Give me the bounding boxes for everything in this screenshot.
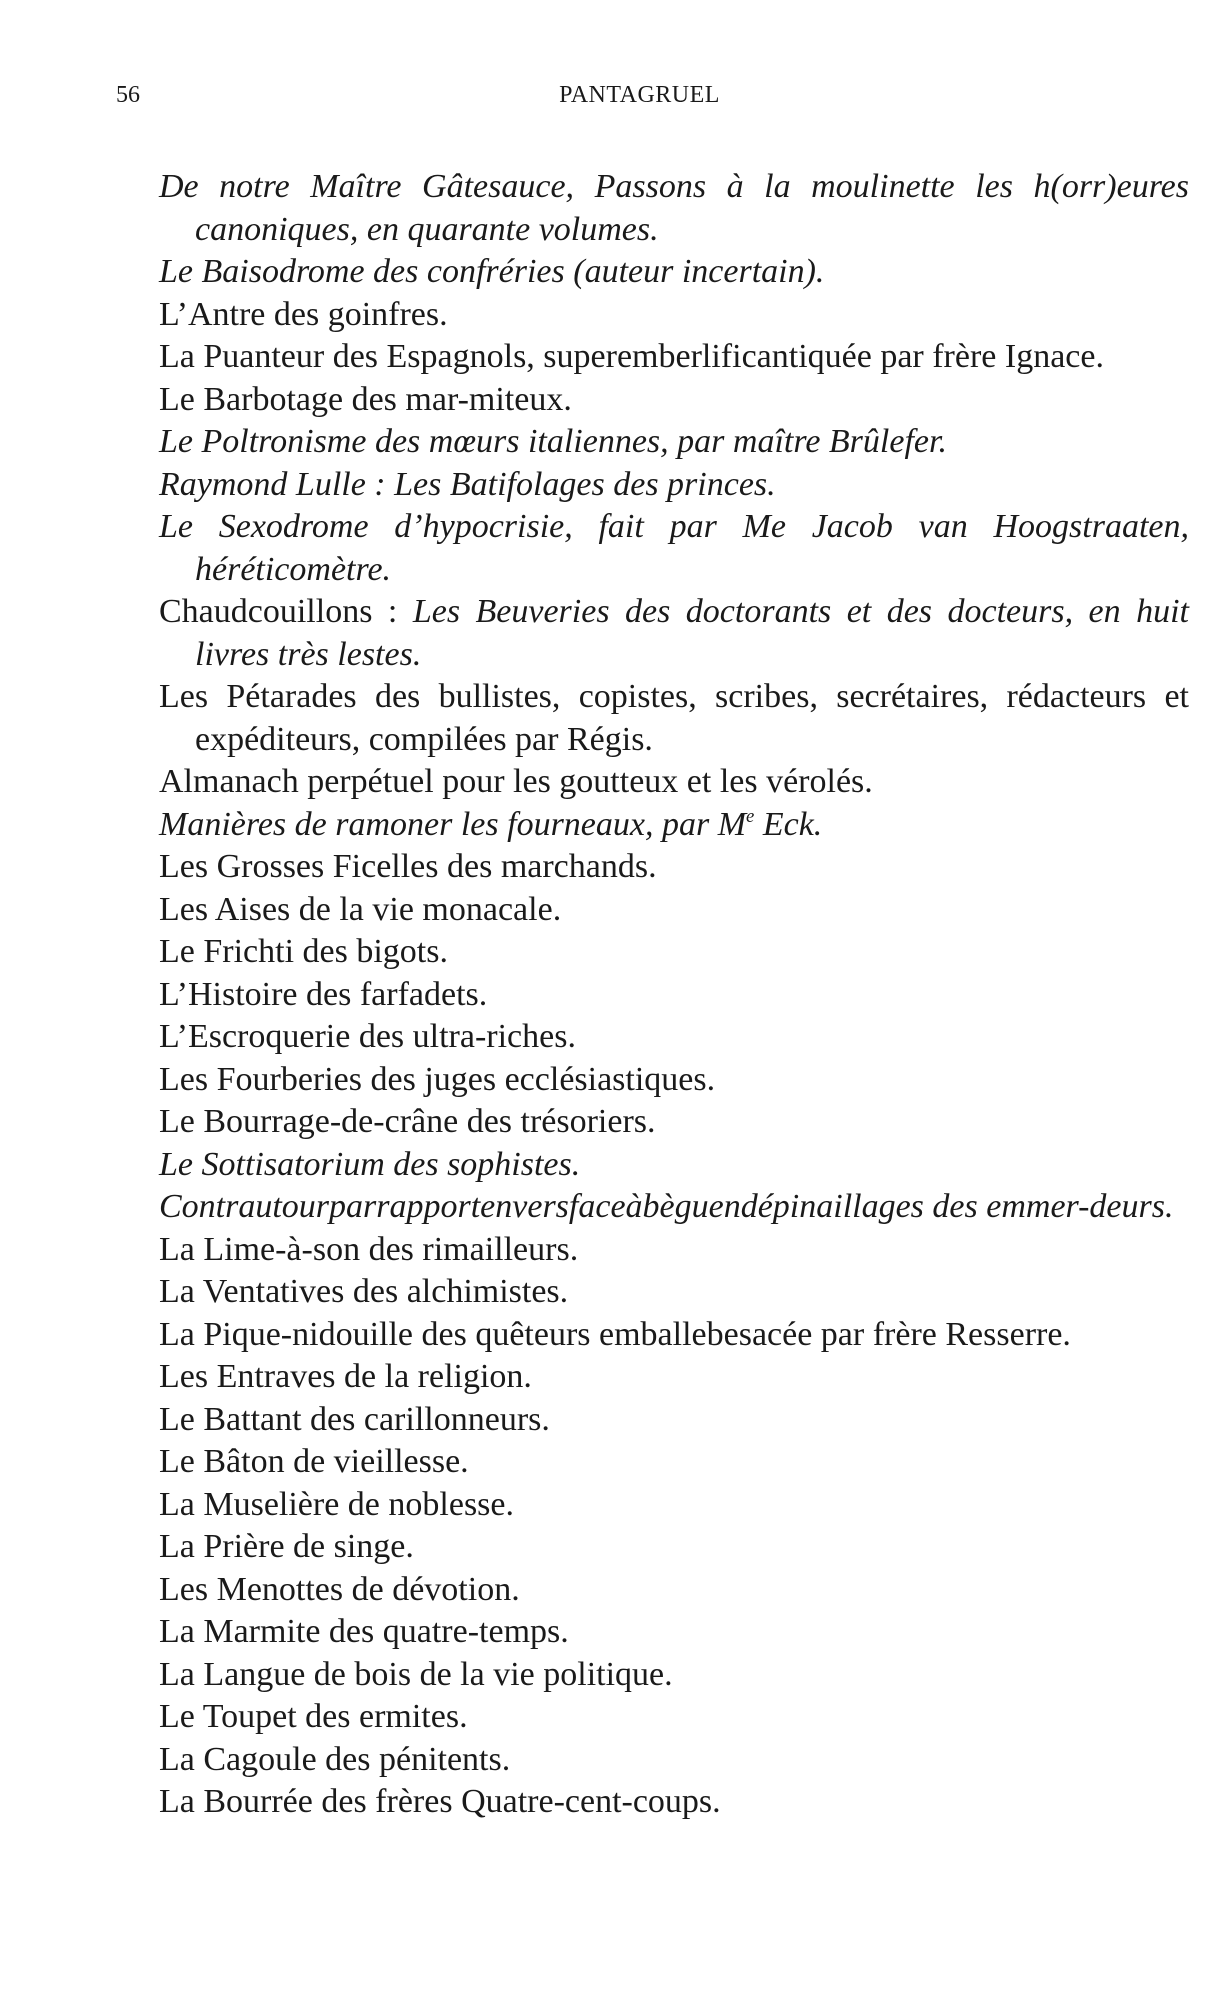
entry-text: Le Baisodrome des confréries (auteur incertain). — [159, 253, 825, 290]
list-item — [159, 166, 1189, 251]
list-item — [159, 336, 1189, 379]
list-item — [159, 761, 1189, 804]
list-item — [159, 1229, 1189, 1272]
book-title-list — [159, 166, 1189, 1824]
entry-text: L’Antre des goinfres. — [159, 295, 448, 333]
list-item — [159, 1484, 1189, 1527]
list-item — [159, 251, 1189, 294]
list-item — [159, 1059, 1189, 1102]
entry-text: Le Barbotage des mar-miteux. — [159, 380, 572, 418]
entry-text: La Puanteur des Espagnols, superemberlificantiquée par frère Ignace. — [159, 338, 1104, 375]
entry-text: Le Frichti des bigots. — [159, 933, 448, 970]
list-item — [159, 1696, 1189, 1739]
list-item — [159, 846, 1189, 889]
list-item — [159, 1781, 1189, 1824]
entry-text: Manières de ramoner les fourneaux, par M — [159, 805, 747, 843]
entry-text: Les Fourberies des juges ecclésiastiques. — [159, 1060, 716, 1098]
list-item — [159, 931, 1189, 974]
list-item — [159, 1186, 1189, 1229]
list-item — [159, 1739, 1189, 1782]
list-item — [159, 1356, 1189, 1399]
entry-text: Eck. — [754, 805, 823, 843]
page-header — [0, 82, 1231, 122]
list-item — [159, 889, 1189, 932]
entry-text: La Langue de bois de la vie politique. — [159, 1655, 673, 1693]
entry-text: Le Battant des carillonneurs. — [159, 1400, 550, 1438]
entry-text: Le Sexodrome d’hypocrisie, fait par Me Jacob van Hoogstraaten, héréticomètre. — [159, 508, 1189, 588]
entry-text: Le Bâton de vieillesse. — [159, 1443, 469, 1480]
list-item — [159, 1611, 1189, 1654]
list-item — [159, 591, 1189, 676]
entry-text: Les Menottes de dévotion. — [159, 1570, 520, 1608]
list-item — [159, 1654, 1189, 1697]
entry-text: La Prière de singe. — [159, 1528, 414, 1565]
entry-text: Les Entraves de la religion. — [159, 1358, 532, 1395]
superscript-text: e — [746, 805, 755, 827]
entry-text: La Marmite des quatre-temps. — [159, 1613, 569, 1650]
entry-text: Le Sottisatorium des sophistes. — [159, 1145, 581, 1183]
entry-text: La Muselière de noblesse. — [159, 1485, 514, 1523]
entry-text: La Ventatives des alchimistes. — [159, 1273, 569, 1310]
entry-text: Raymond Lulle : Les Batifolages des princes. — [159, 465, 776, 503]
list-item — [159, 974, 1189, 1017]
list-item — [159, 1016, 1189, 1059]
entry-text: La Pique-nidouille des quêteurs emballebesacée par frère Resserre. — [159, 1315, 1071, 1353]
list-item — [159, 421, 1189, 464]
entry-text: Chaudcouillons : — [159, 593, 413, 630]
entry-text: Le Poltronisme des mœurs italiennes, par maître Brûlefer. — [159, 423, 947, 460]
entry-text: Les Aises de la vie monacale. — [159, 890, 562, 928]
entry-text: Le Toupet des ermites. — [159, 1698, 468, 1735]
list-item — [159, 1399, 1189, 1442]
list-item — [159, 1314, 1189, 1357]
entry-text: Almanach perpétuel pour les goutteux et les vérolés. — [159, 763, 873, 800]
entry-text: Les Grosses Ficelles des marchands. — [159, 848, 657, 885]
entry-text: La Cagoule des pénitents. — [159, 1740, 511, 1778]
entry-text: Le Bourrage-de-crâne des trésoriers. — [159, 1103, 656, 1140]
list-item — [159, 379, 1189, 422]
list-item — [159, 464, 1189, 507]
list-item — [159, 804, 1189, 847]
list-item — [159, 294, 1189, 337]
page-number: 56 — [116, 82, 140, 108]
list-item — [159, 1441, 1189, 1484]
list-item — [159, 676, 1189, 761]
entry-text: De notre Maître Gâtesauce, Passons à la moulinette les h(orr)eures canoniques, en quarante volumes. — [159, 168, 1189, 248]
entry-text: Les Pétarades des bullistes, copistes, scribes, secrétaires, rédacteurs et expéditeurs, compilées par Régis. — [159, 678, 1189, 758]
entry-text: La Lime-à-son des rimailleurs. — [159, 1230, 579, 1268]
list-item — [159, 506, 1189, 591]
list-item — [159, 1144, 1189, 1187]
entry-text: L’Histoire des farfadets. — [159, 975, 488, 1013]
list-item — [159, 1101, 1189, 1144]
entry-text: Contrautourparrapportenversfaceàbèguendépinaillages des emmer-deurs. — [159, 1188, 1174, 1225]
list-item — [159, 1271, 1189, 1314]
entry-text: Les Beuveries des doctorants et des docteurs, en huit livres très lestes. — [195, 593, 1189, 673]
list-item — [159, 1569, 1189, 1612]
list-item — [159, 1526, 1189, 1569]
entry-text: La Bourrée des frères Quatre-cent-coups. — [159, 1783, 721, 1820]
running-title: PANTAGRUEL — [559, 82, 720, 108]
entry-text: L’Escroquerie des ultra-riches. — [159, 1018, 576, 1055]
